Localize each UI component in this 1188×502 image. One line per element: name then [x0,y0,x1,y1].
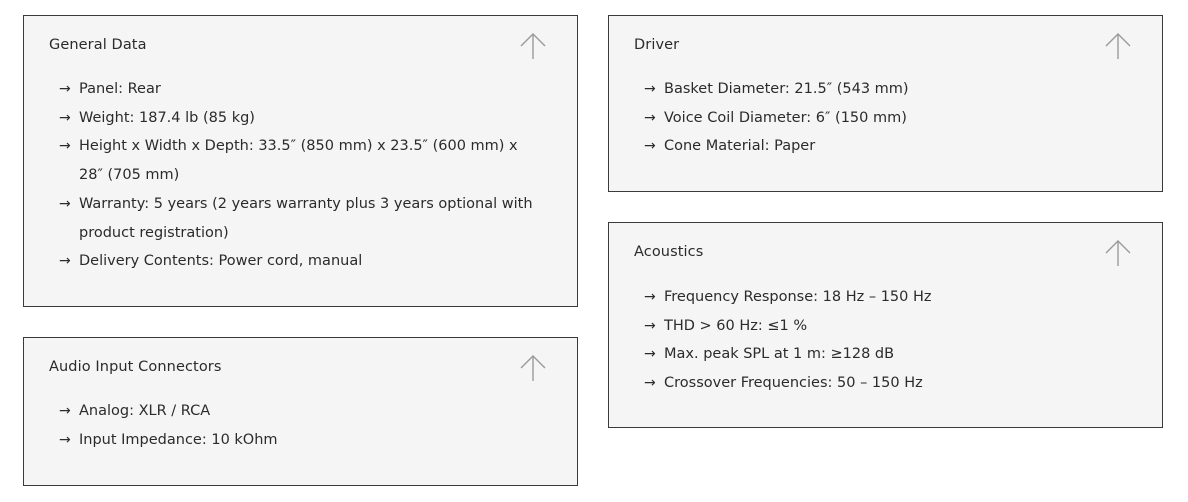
spec-list [644,75,1122,161]
list-item-text: Frequency Response: 18 Hz – 150 Hz [664,289,932,305]
list-item [644,312,1122,341]
arrow-up-icon [519,31,547,61]
list-item [59,75,537,104]
arrow-right-icon: → [644,317,656,334]
arrow-up-icon [1104,31,1132,61]
list-item-text: Max. peak SPL at 1 m: ≥128 dB [664,346,895,363]
list-item [644,340,1122,369]
arrow-right-icon: → [59,81,71,97]
list-item-text: THD > 60 Hz: ≤1 % [664,317,808,334]
list-item-text: Basket Diameter: 21.5″ (543 mm) [664,81,909,97]
arrow-right-icon: → [644,289,656,305]
list-item [644,132,1122,161]
list-item [59,397,537,426]
arrow-right-icon: → [644,81,656,97]
general-data-panel [23,15,578,307]
arrow-right-icon: → [59,431,71,448]
arrow-right-icon: → [644,109,656,126]
list-item [644,104,1122,133]
list-item [59,426,537,455]
list-item [59,190,537,247]
panel-title[interactable]: Audio Input Connectors [49,359,222,375]
spec-list [59,75,537,276]
arrow-right-icon: → [644,346,656,363]
spec-list [644,283,1122,398]
driver-panel [608,15,1163,192]
spec-list [59,397,537,454]
collapse-general-data-button[interactable] [519,31,547,61]
list-item [644,283,1122,312]
list-item-text: Warranty: 5 years (2 years warranty plus 3 years optional with product registration) [79,195,533,241]
list-item [644,369,1122,398]
list-item-text: Panel: Rear [79,81,161,97]
arrow-right-icon: → [644,138,656,155]
collapse-audio-input-connectors-button[interactable] [519,353,547,383]
arrow-up-icon [519,353,547,383]
list-item-text: Delivery Contents: Power cord, manual [79,253,363,270]
list-item [59,247,537,276]
list-item-text: Input Impedance: 10 kOhm [79,431,278,448]
list-item [59,104,537,133]
arrow-right-icon: → [59,109,71,126]
arrow-right-icon: → [59,403,71,419]
panel-title[interactable]: General Data [49,37,147,53]
panel-title[interactable]: Driver [634,37,680,53]
arrow-right-icon: → [59,195,71,212]
list-item [644,75,1122,104]
acoustics-panel [608,222,1163,428]
list-item-text: Analog: XLR / RCA [79,403,211,419]
panel-title[interactable]: Acoustics [634,244,704,260]
list-item [59,132,537,189]
collapse-acoustics-button[interactable] [1104,238,1132,268]
list-item-text: Voice Coil Diameter: 6″ (150 mm) [664,109,907,126]
audio-input-connectors-panel [23,337,578,486]
list-item-text: Height x Width x Depth: 33.5″ (850 mm) x 23.5″ (600 mm) x 28″ (705 mm) [79,138,518,184]
arrow-up-icon [1104,238,1132,268]
arrow-right-icon: → [59,138,71,155]
collapse-driver-button[interactable] [1104,31,1132,61]
list-item-text: Weight: 187.4 lb (85 kg) [79,109,255,126]
arrow-right-icon: → [644,375,656,392]
arrow-right-icon: → [59,253,71,270]
list-item-text: Crossover Frequencies: 50 – 150 Hz [664,375,923,392]
list-item-text: Cone Material: Paper [664,138,816,155]
